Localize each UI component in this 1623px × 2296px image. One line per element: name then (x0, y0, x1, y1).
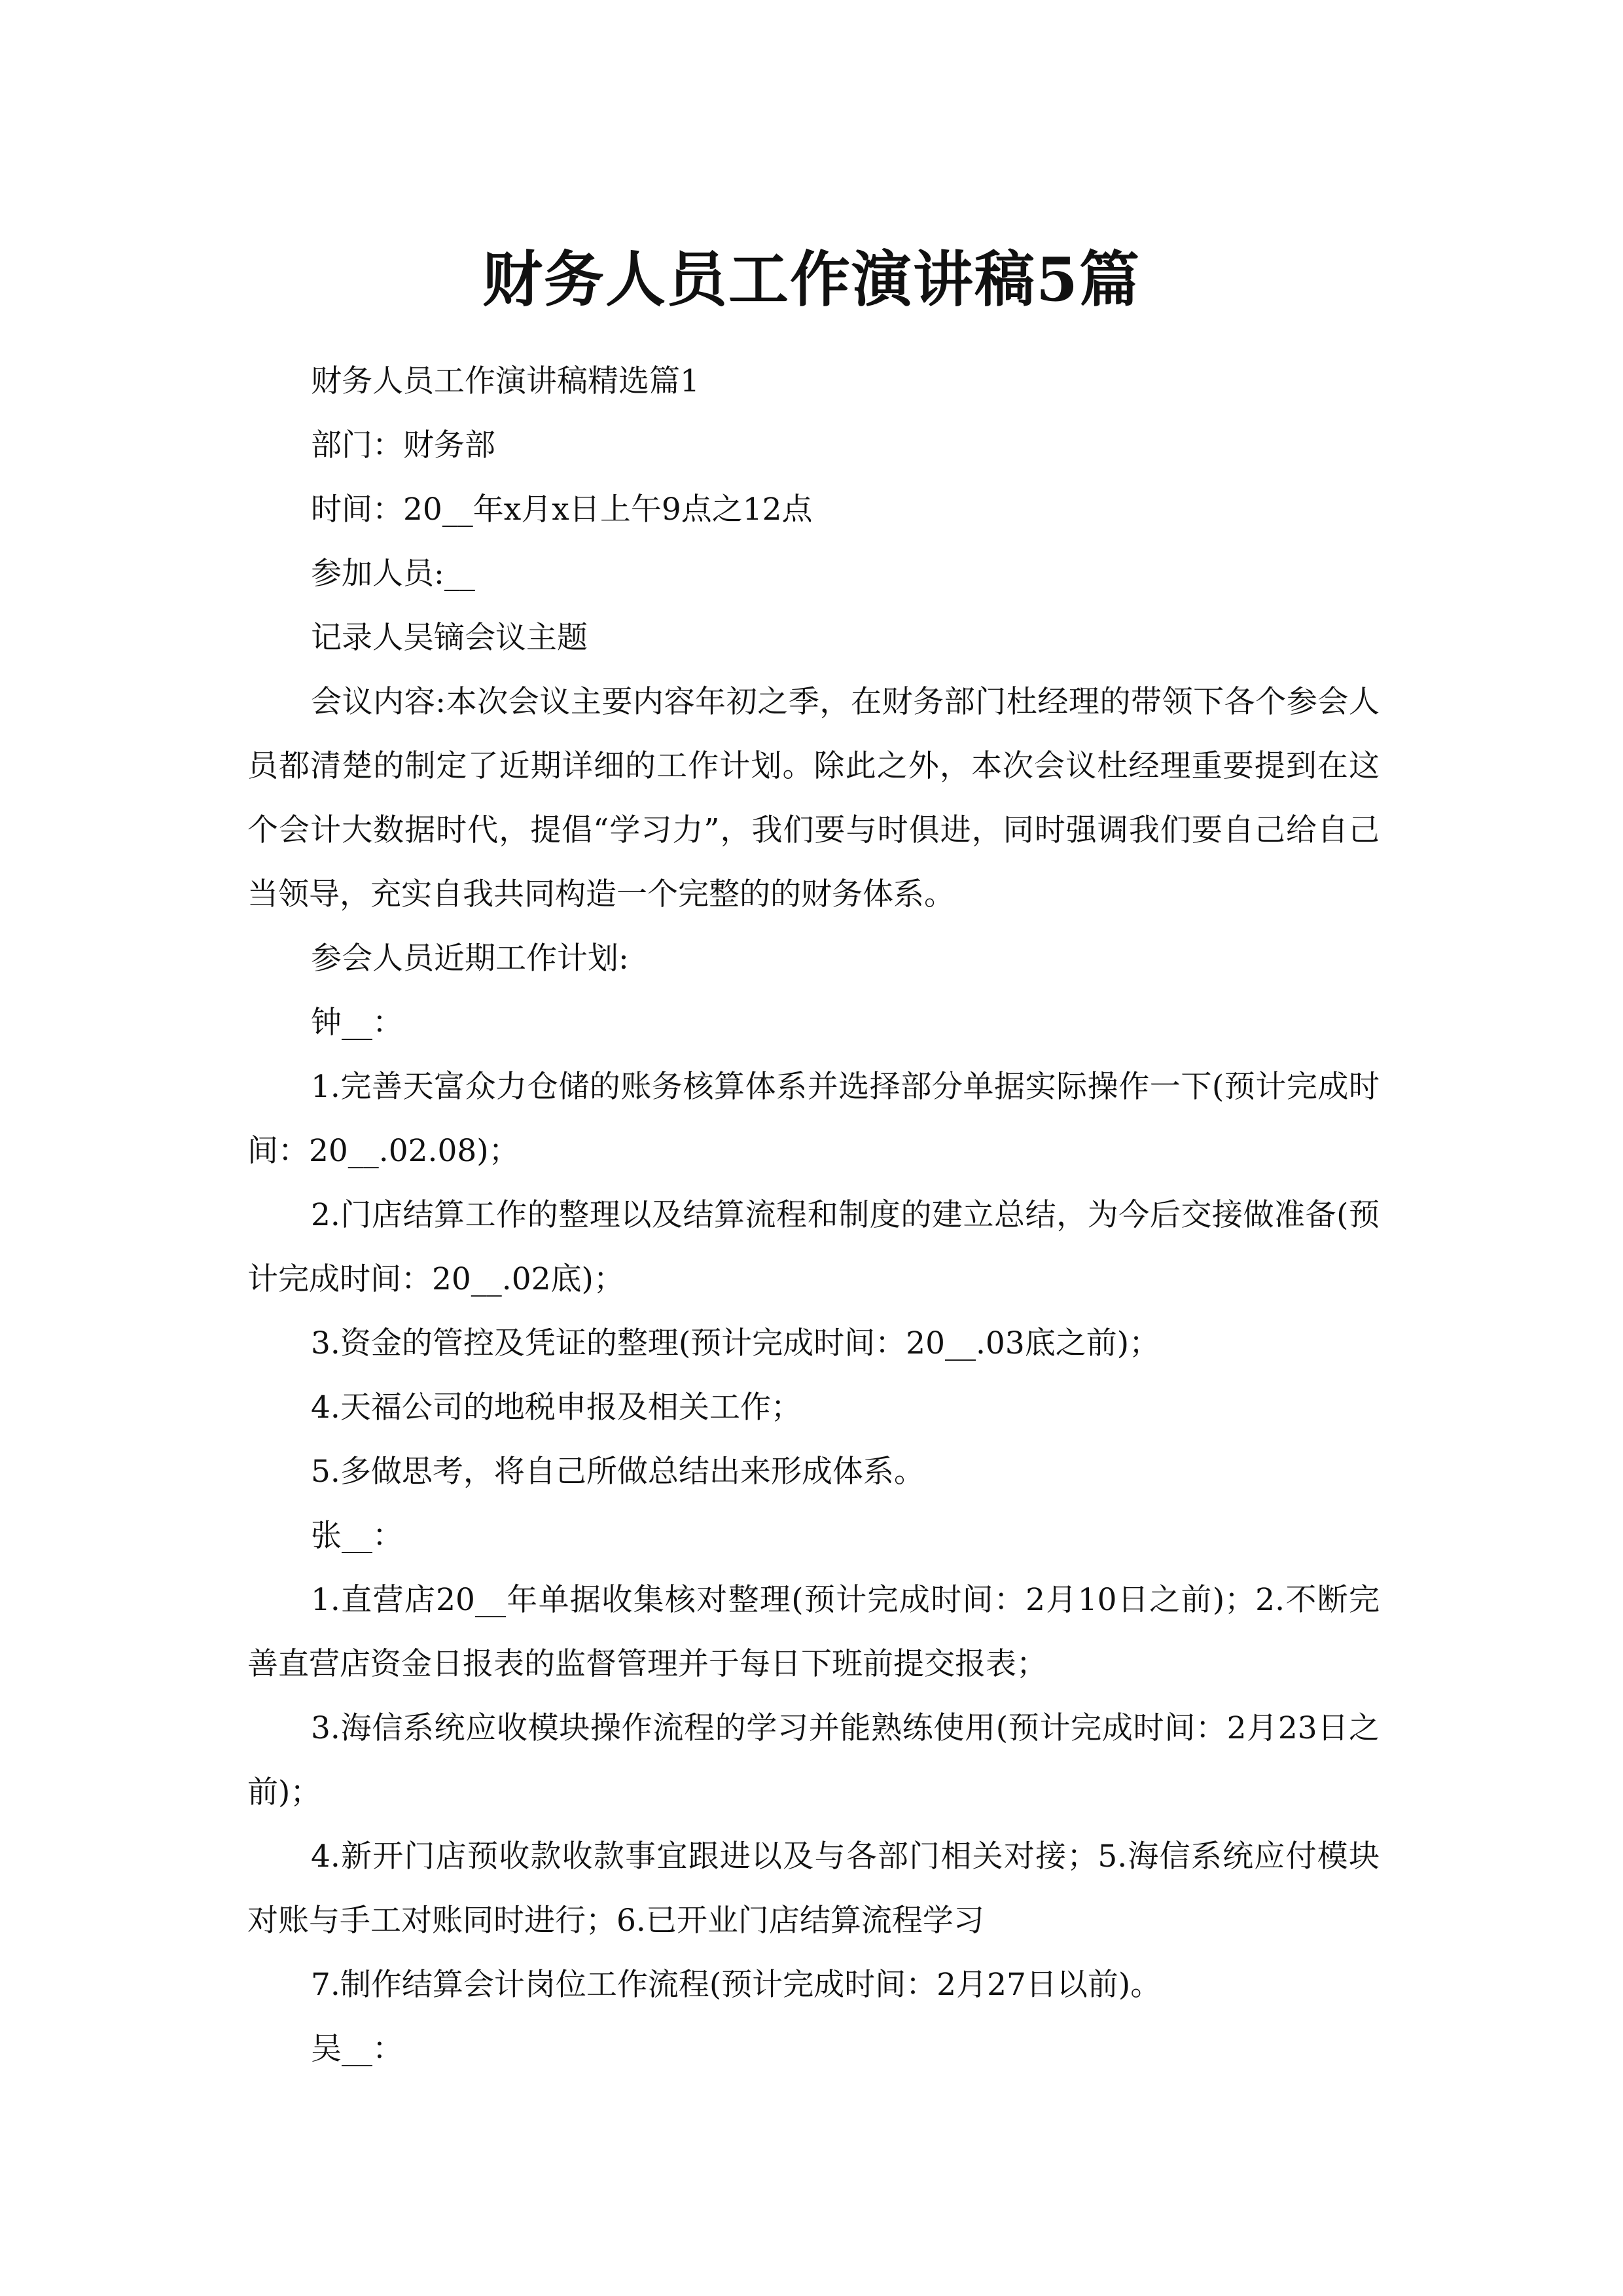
paragraph: 参会人员近期工作计划: (311, 941, 629, 977)
paragraph: 钟__： (311, 1005, 403, 1041)
document-body (247, 350, 1380, 2081)
paragraph: 2.门店结算工作的整理以及结算流程和制度的建立总结，为今后交接做准备(预计完成时间：20__.02底)； (247, 1197, 1380, 1297)
paragraph: 张__： (311, 1518, 403, 1554)
paragraph: 1.完善天富众力仓储的账务核算体系并选择部分单据实际操作一下(预计完成时间：20__.02.08)； (247, 1069, 1380, 1169)
paragraph: 时间：20__年x月x日上午9点之12点 (311, 492, 813, 528)
paragraph: 3.海信系统应收模块操作流程的学习并能熟练使用(预计完成时间：2月23日之前)； (247, 1710, 1380, 1810)
paragraph: 参加人员:__ (311, 556, 475, 592)
paragraph: 4.天福公司的地税申报及相关工作； (311, 1390, 802, 1426)
paragraph: 财务人员工作演讲稿精选篇1 (311, 363, 700, 399)
paragraph: 会议内容:本次会议主要内容年初之季，在财务部门杜经理的带领下各个参会人员都清楚的制定了近期详细的工作计划。除此之外，本次会议杜经理重要提到在这个会计大数据时代，提倡“学习力”，我们要与时俱进，同时强调我们要自己给自己当领导，充实自我共同构造一个完整的的财务体系。 (247, 684, 1380, 912)
paragraph: 3.资金的管控及凭证的整理(预计完成时间：20__.03底之前)； (311, 1325, 1160, 1361)
paragraph: 4.新开门店预收款收款事宜跟进以及与各部门相关对接；5.海信系统应付模块对账与手工对账同时进行；6.已开业门店结算流程学习 (247, 1839, 1380, 1939)
paragraph: 记录人吴镝会议主题 (311, 620, 588, 656)
paragraph: 1.直营店20__年单据收集核对整理(预计完成时间：2月10日之前)；2.不断完善直营店资金日报表的监督管理并于每日下班前提交报表； (247, 1582, 1380, 1682)
document-title: 财务人员工作演讲稿5篇 (482, 243, 1141, 315)
paragraph: 7.制作结算会计岗位工作流程(预计完成时间：2月27日以前)。 (311, 1967, 1162, 2003)
paragraph: 5.多做思考，将自己所做总结出来形成体系。 (311, 1454, 925, 1490)
paragraph: 部门：财务部 (311, 427, 495, 463)
paragraph: 吴__： (311, 2031, 403, 2067)
